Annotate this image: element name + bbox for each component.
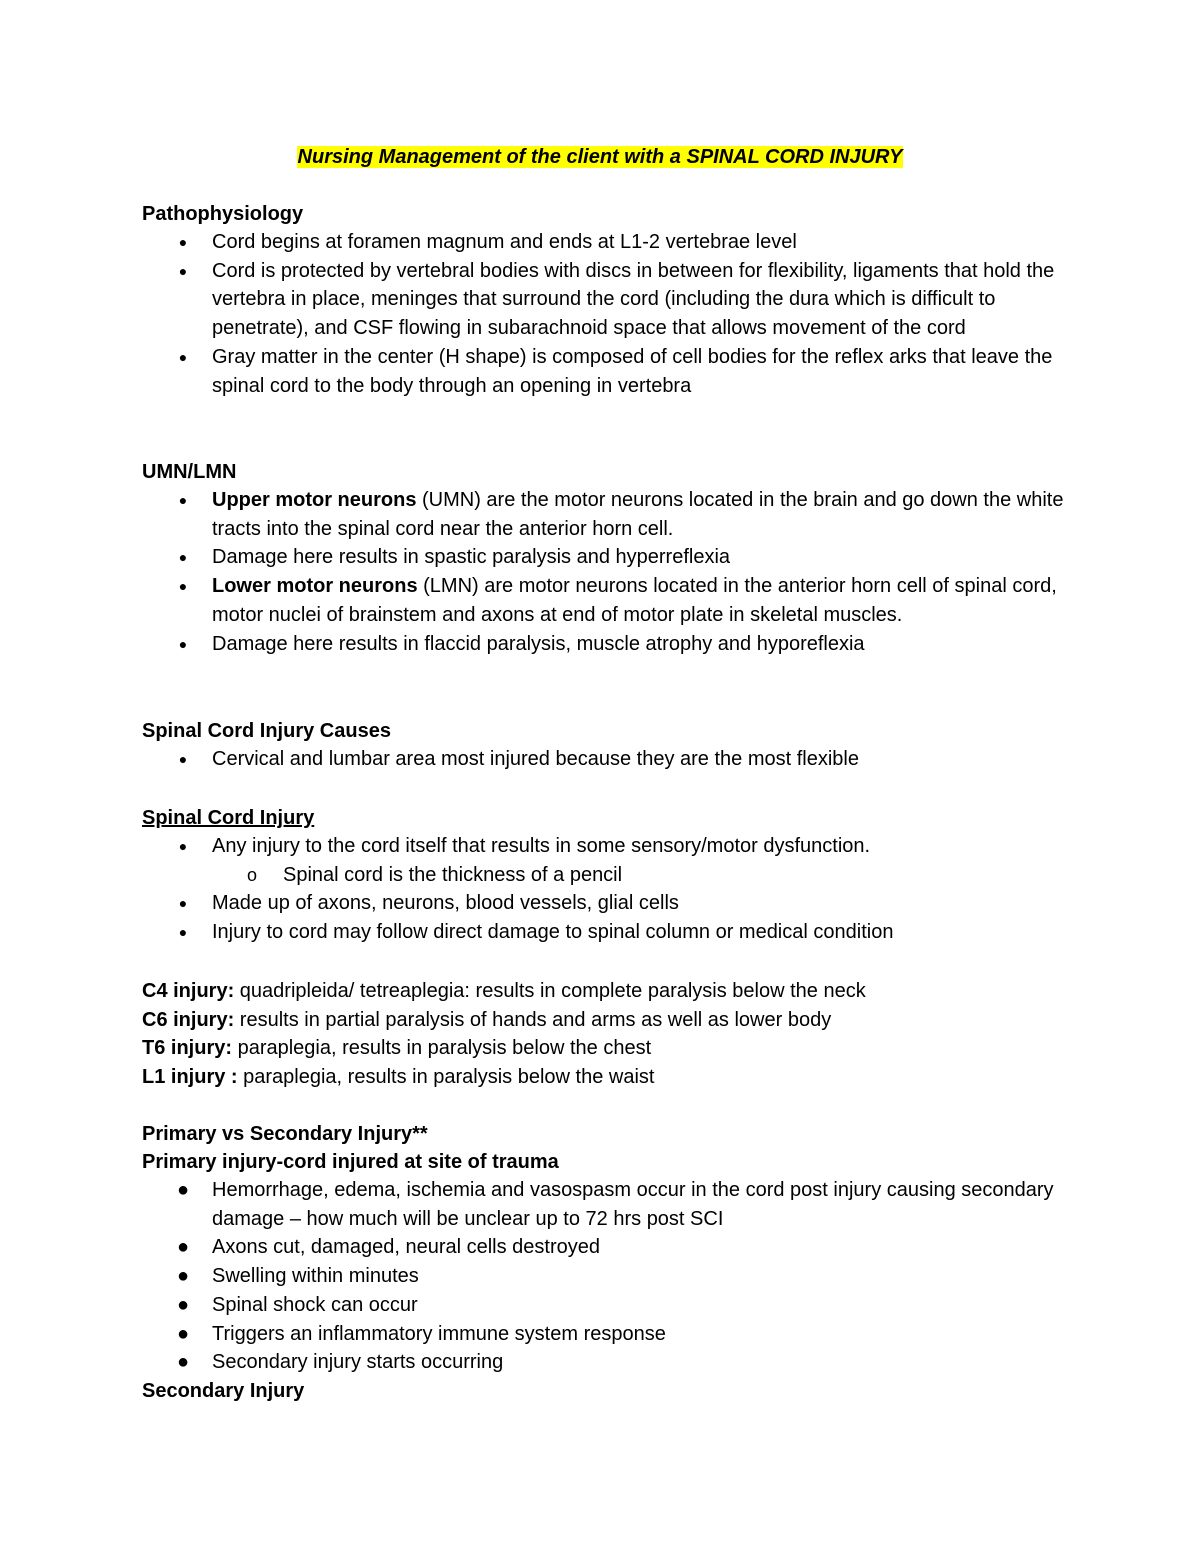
list-item: ● Spinal shock can occur: [142, 1291, 1082, 1320]
bullet-icon: ●: [176, 1351, 190, 1374]
bullet-icon: ●: [176, 1236, 190, 1259]
bullet-icon: ●: [178, 924, 188, 941]
bullet-icon: ●: [178, 549, 188, 566]
bullet-list: [142, 889, 1082, 946]
section-heading: Spinal Cord Injury Causes: [142, 720, 391, 742]
bullet-icon: ●: [178, 348, 188, 365]
bullet-list: [142, 486, 1082, 658]
subsection-heading: Secondary Injury: [142, 1379, 305, 1402]
injury-level-line: C6 injury: results in partial paralysis of hands and arms as well as lower body: [142, 1008, 832, 1031]
section-heading: UMN/LMN: [142, 461, 237, 483]
bullet-icon: ●: [176, 1293, 190, 1316]
bullet-icon: ●: [178, 635, 188, 652]
section-injury-levels: [142, 977, 1082, 1092]
list-item: ● Injury to cord may follow direct damage to spinal column or medical condition: [142, 918, 1082, 947]
bullet-list: [142, 745, 1082, 774]
section-heading: Spinal Cord Injury: [142, 807, 315, 829]
bullet-icon: ●: [176, 1179, 190, 1201]
list-item: ● Lower motor neurons (LMN) are motor neurons located in the anterior horn cell of spinal cord, motor nuclei of brainstem and axons at end of motor plate in skeletal muscles.: [142, 572, 1082, 629]
list-item: ● Secondary injury starts occurring: [142, 1348, 1082, 1377]
hollow-bullet-icon: o: [246, 864, 257, 885]
sub-list-item: o Spinal cord is the thickness of a pencil: [142, 861, 1082, 890]
bullet-icon: ●: [178, 838, 188, 854]
section-causes: [142, 717, 1082, 774]
page-title: Nursing Management of the client with a SPINAL CORD INJURY: [297, 146, 903, 168]
list-item: ● Cervical and lumbar area most injured because they are the most flexible: [142, 745, 1082, 774]
bullet-icon: ●: [178, 578, 188, 595]
list-item: ● Damage here results in flaccid paralysis, muscle atrophy and hyporeflexia: [142, 630, 1082, 659]
list-item: ● Cord is protected by vertebral bodies with discs in between for flexibility, ligaments that hold the vertebra in place, meninges that surround the cord (including the dura which is difficult to penetrate), and CSF flowing in subarachnoid space that allows movement of the cord: [142, 257, 1082, 343]
list-item: ● Hemorrhage, edema, ischemia and vasospasm occur in the cord post injury causing secondary damage – how much will be unclear up to 72 hrs post SCI: [142, 1176, 1082, 1233]
bullet-icon: ●: [178, 492, 188, 508]
section-pathophysiology: [142, 200, 1082, 400]
bullet-icon: ●: [178, 262, 188, 279]
list-item: ● Swelling within minutes: [142, 1262, 1082, 1291]
section-umn-lmn: [142, 458, 1082, 658]
injury-level-line: T6 injury: paraplegia, results in paralysis below the chest: [142, 1037, 652, 1060]
bullet-icon: ●: [178, 234, 188, 250]
bullet-list: [142, 1176, 1082, 1377]
section-heading: Primary vs Secondary Injury**: [142, 1123, 428, 1145]
list-item: ● Any injury to the cord itself that results in some sensory/motor dysfunction.: [142, 832, 1082, 861]
injury-level-line: C4 injury: quadripleida/ tetreaplegia: results in complete paralysis below the neck: [142, 980, 866, 1002]
list-item: ● Made up of axons, neurons, blood vessels, glial cells: [142, 889, 1082, 918]
section-spinal-cord-injury: [142, 804, 1082, 947]
list-item: ● Triggers an inflammatory immune system response: [142, 1320, 1082, 1349]
bullet-icon: ●: [176, 1265, 190, 1288]
bullet-icon: ●: [176, 1322, 190, 1345]
list-item: ● Gray matter in the center (H shape) is composed of cell bodies for the reflex arks that leave the spinal cord to the body through an opening in vertebra: [142, 343, 1082, 400]
section-primary-secondary: [142, 1120, 1082, 1405]
list-item: ● Damage here results in spastic paralysis and hyperreflexia: [142, 543, 1082, 572]
bullet-list: [142, 228, 1082, 400]
subsection-heading: Primary injury-cord injured at site of trauma: [142, 1151, 559, 1173]
injury-level-line: L1 injury : paraplegia, results in paralysis below the waist: [142, 1066, 655, 1089]
list-item: ● Cord begins at foramen magnum and ends at L1-2 vertebrae level: [142, 228, 1082, 257]
list-item: ● Axons cut, damaged, neural cells destroyed: [142, 1233, 1082, 1262]
sub-bullet-list: [142, 861, 1082, 890]
list-item: ● Upper motor neurons (UMN) are the motor neurons located in the brain and go down the white tracts into the spinal cord near the anterior horn cell.: [142, 486, 1082, 543]
title-block: [0, 143, 1200, 171]
bullet-list: [142, 832, 1082, 861]
bullet-icon: ●: [178, 895, 188, 912]
bullet-icon: ●: [178, 751, 188, 767]
section-heading: Pathophysiology: [142, 203, 304, 225]
